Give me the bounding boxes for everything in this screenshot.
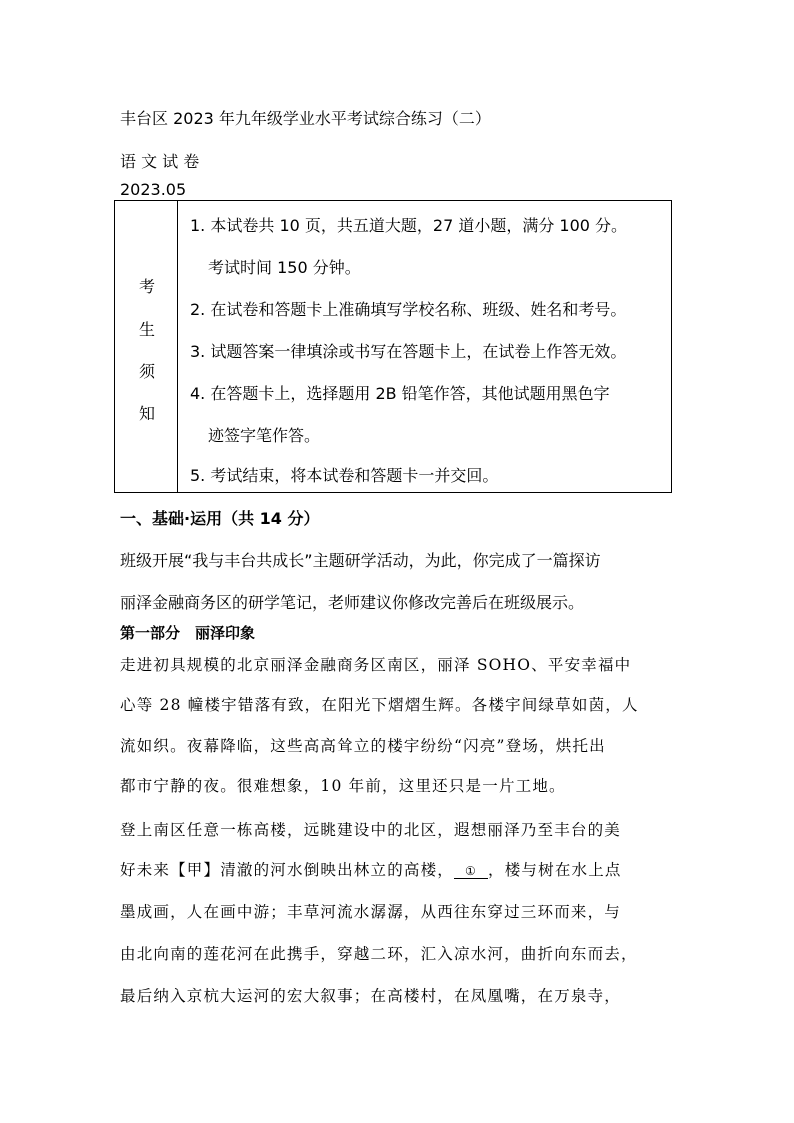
notice-label-char: 生 bbox=[139, 320, 156, 339]
part-heading: 第一部分 丽泽印象 bbox=[120, 624, 256, 642]
notice-label-char: 考 bbox=[139, 277, 156, 296]
notice-item: 迹签字笔作答。 bbox=[208, 426, 321, 445]
passage-text: ，楼与树在水上点 bbox=[488, 861, 622, 879]
notice-item: 2. 在试卷和答题卡上准确填写学校名称、班级、姓名和考号。 bbox=[190, 300, 627, 319]
section-intro-line: 班级开展“我与丰台共成长”主题研学活动，为此，你完成了一篇探访 bbox=[120, 551, 601, 570]
notice-items-cell bbox=[178, 201, 672, 493]
passage-line: 由北向南的莲花河在此携手，穿越二环，汇入凉水河，曲折向东而去， bbox=[120, 945, 638, 963]
notice-item: 5. 考试结束，将本试卷和答题卡一并交回。 bbox=[190, 466, 499, 485]
passage-line: 流如织。夜幕降临，这些高高耸立的楼宇纷纷“闪亮”登场，烘托出 bbox=[120, 737, 606, 755]
subject-label: 语 文 试 卷 bbox=[120, 152, 200, 171]
passage-line: 登上南区任意一栋高楼，远眺建设中的北区，遐想丽泽乃至丰台的美 bbox=[120, 821, 622, 839]
passage-text: 好未来【甲】清澈的河水倒映出林立的高楼， bbox=[120, 861, 455, 879]
section-heading: 一、基础·运用（共 14 分） bbox=[120, 509, 320, 528]
exam-notice-box bbox=[114, 200, 672, 493]
passage-line: 都市宁静的夜。很难想象，10 年前，这里还只是一片工地。 bbox=[120, 777, 566, 795]
passage-line: 心等 28 幢楼宇错落有致，在阳光下熠熠生辉。各楼宇间绿草如茵，人 bbox=[120, 696, 639, 714]
passage-line: 墨成画，人在画中游；丰草河流水潺潺，从西往东穿过三环而来，与 bbox=[120, 903, 622, 921]
exam-date: 2023.05 bbox=[120, 180, 187, 199]
notice-item: 4. 在答题卡上，选择题用 2B 铅笔作答，其他试题用黑色字 bbox=[190, 384, 610, 403]
notice-label-cell bbox=[115, 201, 178, 493]
passage-line: 最后纳入京杭大运河的宏大叙事；在高楼村，在凤凰嘴，在万泉寺， bbox=[120, 987, 622, 1005]
exam-title: 丰台区 2023 年九年级学业水平考试综合练习（二） bbox=[120, 109, 491, 128]
passage-line bbox=[120, 858, 622, 880]
fill-in-blank: ① bbox=[454, 864, 488, 879]
notice-label-char: 须 bbox=[139, 362, 156, 381]
section-intro-line: 丽泽金融商务区的研学笔记，老师建议你修改完善后在班级展示。 bbox=[120, 593, 585, 612]
notice-item: 3. 试题答案一律填涂或书写在答题卡上，在试卷上作答无效。 bbox=[190, 342, 627, 361]
notice-label-char: 知 bbox=[139, 404, 156, 423]
notice-item: 1. 本试卷共 10 页，共五道大题，27 道小题，满分 100 分。 bbox=[190, 216, 628, 235]
passage-line: 走进初具规模的北京丽泽金融商务区南区，丽泽 SOHO、平安幸福中 bbox=[120, 656, 632, 674]
notice-item: 考试时间 150 分钟。 bbox=[208, 258, 361, 277]
